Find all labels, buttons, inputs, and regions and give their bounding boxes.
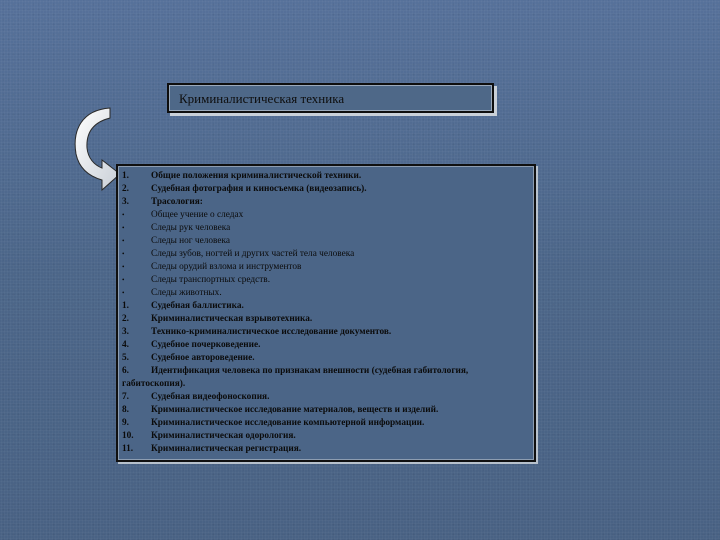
content-box [116, 164, 536, 462]
list-marker: 7. [122, 392, 129, 402]
list-item-text: Следы транспортных средств. [151, 275, 271, 285]
list-marker: • [122, 250, 125, 258]
list-marker: 2. [122, 184, 129, 194]
list-item [122, 274, 528, 287]
list-marker: 1. [122, 301, 129, 311]
list-item [122, 417, 528, 430]
list-marker: 2. [122, 314, 129, 324]
list-item-text: Криминалистическая одорология. [151, 431, 296, 441]
list-item-text: Следы рук человека [151, 223, 231, 233]
list-item-text: Следы животных. [151, 288, 222, 298]
list-item [122, 235, 528, 248]
list-item-text: Судебная видеофоноскопия. [151, 392, 270, 402]
list-item [122, 287, 528, 300]
list-item-text: Судебная баллистика. [151, 301, 244, 311]
title-box [167, 83, 494, 113]
list-item-text: Судебная фотография и киносъемка (видеозапись). [151, 184, 367, 194]
list-marker: 4. [122, 340, 129, 350]
list-item [122, 196, 528, 209]
list-marker: • [122, 211, 125, 219]
list-item-text: Идентификация человека по признакам внешности (судебная габитология, габитоскопия). [122, 366, 469, 389]
list-item [122, 391, 528, 404]
list-item-text: Технико-криминалистическое исследование документов. [151, 327, 392, 337]
list-marker: 1. [122, 171, 129, 181]
list-marker: 9. [122, 418, 129, 428]
list-item-text: Криминалистическое исследование компьютерной информации. [151, 418, 425, 428]
list-item-text: Следы зубов, ногтей и других частей тела человека [151, 249, 355, 259]
list-item-text: Криминалистическая взрывотехника. [151, 314, 313, 324]
list-marker: 8. [122, 405, 129, 415]
list-item-text: Следы орудий взлома и инструментов [151, 262, 302, 272]
list-item [122, 248, 528, 261]
list-item-text: Криминалистическое исследование материалов, веществ и изделий. [151, 405, 439, 415]
list-item [122, 300, 528, 313]
slide-title: Криминалистическая техника [179, 91, 345, 106]
list-item [122, 365, 528, 391]
list-item-text: Общее учение о следах [151, 210, 244, 220]
list-marker: 3. [122, 327, 129, 337]
list-marker: 6. [122, 366, 129, 376]
list-item [122, 261, 528, 274]
list-item [122, 313, 528, 326]
list-item [122, 222, 528, 235]
list-item [122, 170, 528, 183]
list-item-text: Криминалистическая регистрация. [151, 444, 302, 454]
list-item [122, 209, 528, 222]
list-item-text: Общие положения криминалистической техники. [151, 171, 362, 181]
list-marker: • [122, 224, 125, 232]
list-marker: 10. [122, 431, 134, 441]
list-item-text: Следы ног человека [151, 236, 230, 246]
list-item [122, 352, 528, 365]
list-item [122, 430, 528, 443]
list-item [122, 443, 528, 456]
list-marker: • [122, 263, 125, 271]
list-marker: 5. [122, 353, 129, 363]
list-marker: • [122, 237, 125, 245]
list-item [122, 339, 528, 352]
list-item-text: Судебное почерковедение. [151, 340, 261, 350]
list-item [122, 326, 528, 339]
topic-list [122, 170, 528, 456]
list-marker: • [122, 276, 125, 284]
list-marker: 11. [122, 444, 134, 454]
list-marker: • [122, 289, 125, 297]
list-item-text: Судебное автороведение. [151, 353, 255, 363]
list-marker: 3. [122, 197, 129, 207]
list-item [122, 183, 528, 196]
list-item [122, 404, 528, 417]
list-item-text: Трасология: [151, 197, 203, 207]
